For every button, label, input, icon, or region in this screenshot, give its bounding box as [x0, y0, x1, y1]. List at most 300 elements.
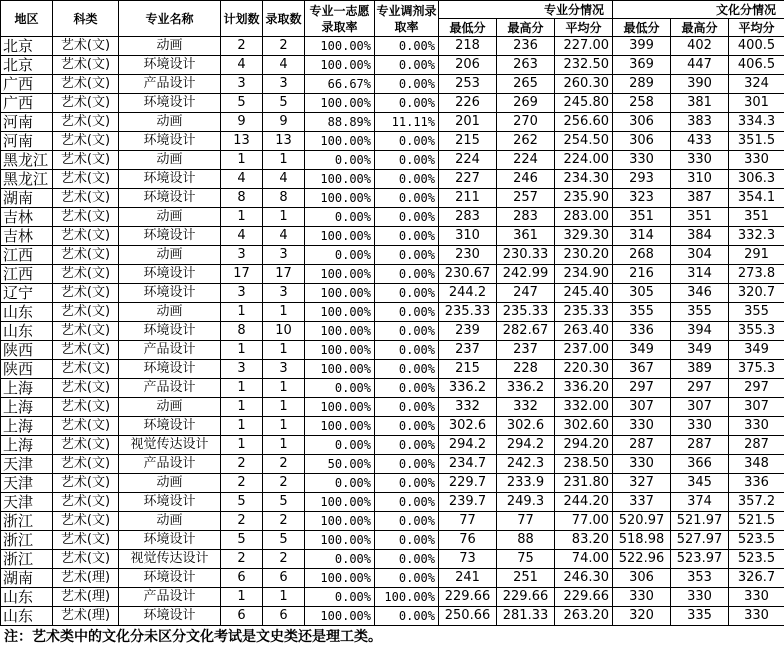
- cell-cult-max: 383: [671, 113, 729, 132]
- cell-region: 陕西: [1, 341, 53, 360]
- table-row: [1, 265, 784, 284]
- cell-admitted: 4: [263, 170, 305, 189]
- cell-prof-avg: 229.66: [555, 588, 613, 607]
- footnote: 注：艺术类中的文化分未区分文化考试是文史类还是理工类。: [4, 629, 382, 645]
- cell-prof-avg: 302.60: [555, 417, 613, 436]
- header-cultural-group: 文化分情况: [613, 1, 784, 19]
- cell-region: 天津: [1, 474, 53, 493]
- cell-category: 艺术(文): [53, 246, 119, 265]
- header-prof-min: 最低分: [439, 19, 497, 37]
- cell-cult-avg: 355: [729, 303, 784, 322]
- cell-admitted: 4: [263, 56, 305, 75]
- cell-category: 艺术(文): [53, 493, 119, 512]
- cell-prof-min: 230: [439, 246, 497, 265]
- cell-cult-min: 330: [613, 417, 671, 436]
- cell-region: 河南: [1, 132, 53, 151]
- cell-admitted: 2: [263, 474, 305, 493]
- cell-cult-avg: 287: [729, 436, 784, 455]
- cell-prof-avg: 77.00: [555, 512, 613, 531]
- cell-prof-max: 235.33: [497, 303, 555, 322]
- cell-major: 环境设计: [119, 284, 221, 303]
- cell-cult-max: 335: [671, 607, 729, 626]
- cell-major: 产品设计: [119, 379, 221, 398]
- header-first-choice-rate: 专业一志愿录取率: [305, 1, 375, 37]
- cell-adjust-rate: 0.00%: [375, 75, 439, 94]
- cell-region: 吉林: [1, 227, 53, 246]
- cell-prof-max: 236: [497, 37, 555, 56]
- table-row: [1, 189, 784, 208]
- cell-prof-max: 249.3: [497, 493, 555, 512]
- cell-cult-avg: 273.8: [729, 265, 784, 284]
- cell-prof-max: 257: [497, 189, 555, 208]
- cell-first-choice-rate: 100.00%: [305, 322, 375, 341]
- cell-cult-avg: 355.3: [729, 322, 784, 341]
- cell-region: 江西: [1, 265, 53, 284]
- cell-prof-min: 229.66: [439, 588, 497, 607]
- cell-prof-min: 226: [439, 94, 497, 113]
- cell-prof-max: 246: [497, 170, 555, 189]
- cell-prof-min: 336.2: [439, 379, 497, 398]
- cell-category: 艺术(文): [53, 113, 119, 132]
- cell-adjust-rate: 0.00%: [375, 265, 439, 284]
- cell-adjust-rate: 0.00%: [375, 455, 439, 474]
- cell-cult-max: 433: [671, 132, 729, 151]
- cell-admitted: 1: [263, 398, 305, 417]
- cell-first-choice-rate: 100.00%: [305, 265, 375, 284]
- cell-prof-min: 215: [439, 360, 497, 379]
- cell-cult-avg: 330: [729, 417, 784, 436]
- cell-category: 艺术(文): [53, 265, 119, 284]
- cell-prof-avg: 235.33: [555, 303, 613, 322]
- cell-admitted: 9: [263, 113, 305, 132]
- cell-prof-max: 229.66: [497, 588, 555, 607]
- cell-cult-avg: 400.5: [729, 37, 784, 56]
- cell-category: 艺术(文): [53, 436, 119, 455]
- cell-cult-min: 306: [613, 113, 671, 132]
- cell-adjust-rate: 0.00%: [375, 341, 439, 360]
- cell-plan: 6: [221, 569, 263, 588]
- cell-plan: 1: [221, 398, 263, 417]
- cell-category: 艺术(文): [53, 360, 119, 379]
- cell-major: 视觉传达设计: [119, 550, 221, 569]
- cell-cult-max: 353: [671, 569, 729, 588]
- cell-prof-max: 302.6: [497, 417, 555, 436]
- cell-cult-min: 293: [613, 170, 671, 189]
- cell-prof-avg: 230.20: [555, 246, 613, 265]
- cell-prof-max: 332: [497, 398, 555, 417]
- cell-admitted: 13: [263, 132, 305, 151]
- cell-cult-max: 349: [671, 341, 729, 360]
- cell-category: 艺术(文): [53, 303, 119, 322]
- cell-category: 艺术(文): [53, 322, 119, 341]
- cell-adjust-rate: 0.00%: [375, 474, 439, 493]
- cell-major: 环境设计: [119, 322, 221, 341]
- cell-first-choice-rate: 0.00%: [305, 550, 375, 569]
- cell-first-choice-rate: 100.00%: [305, 607, 375, 626]
- cell-cult-max: 447: [671, 56, 729, 75]
- cell-plan: 1: [221, 303, 263, 322]
- cell-cult-avg: 334.3: [729, 113, 784, 132]
- cell-prof-max: 262: [497, 132, 555, 151]
- cell-admitted: 17: [263, 265, 305, 284]
- cell-cult-avg: 521.5: [729, 512, 784, 531]
- cell-cult-avg: 523.5: [729, 531, 784, 550]
- cell-prof-max: 263: [497, 56, 555, 75]
- cell-first-choice-rate: 0.00%: [305, 151, 375, 170]
- cell-cult-avg: 349: [729, 341, 784, 360]
- header-prof-avg: 平均分: [555, 19, 613, 37]
- cell-category: 艺术(文): [53, 75, 119, 94]
- cell-cult-max: 374: [671, 493, 729, 512]
- cell-cult-avg: 332.3: [729, 227, 784, 246]
- cell-prof-avg: 336.20: [555, 379, 613, 398]
- cell-region: 北京: [1, 37, 53, 56]
- cell-prof-avg: 227.00: [555, 37, 613, 56]
- cell-first-choice-rate: 0.00%: [305, 208, 375, 227]
- cell-prof-max: 270: [497, 113, 555, 132]
- cell-major: 环境设计: [119, 94, 221, 113]
- cell-adjust-rate: 0.00%: [375, 493, 439, 512]
- table-row: [1, 474, 784, 493]
- table-row: [1, 493, 784, 512]
- cell-first-choice-rate: 100.00%: [305, 417, 375, 436]
- table-row: [1, 303, 784, 322]
- cell-cult-avg: 306.3: [729, 170, 784, 189]
- cell-major: 产品设计: [119, 455, 221, 474]
- cell-admitted: 3: [263, 360, 305, 379]
- cell-cult-max: 297: [671, 379, 729, 398]
- cell-cult-min: 258: [613, 94, 671, 113]
- cell-prof-min: 211: [439, 189, 497, 208]
- cell-admitted: 10: [263, 322, 305, 341]
- cell-adjust-rate: 0.00%: [375, 37, 439, 56]
- cell-region: 黑龙江: [1, 170, 53, 189]
- cell-major: 环境设计: [119, 607, 221, 626]
- cell-prof-max: 294.2: [497, 436, 555, 455]
- table-row: [1, 569, 784, 588]
- cell-first-choice-rate: 88.89%: [305, 113, 375, 132]
- cell-cult-max: 389: [671, 360, 729, 379]
- cell-first-choice-rate: 100.00%: [305, 284, 375, 303]
- table-row: [1, 341, 784, 360]
- cell-admitted: 1: [263, 208, 305, 227]
- cell-prof-avg: 238.50: [555, 455, 613, 474]
- cell-prof-avg: 294.20: [555, 436, 613, 455]
- cell-admitted: 5: [263, 493, 305, 512]
- cell-admitted: 3: [263, 284, 305, 303]
- cell-cult-min: 307: [613, 398, 671, 417]
- cell-prof-max: 247: [497, 284, 555, 303]
- cell-cult-min: 305: [613, 284, 671, 303]
- cell-prof-avg: 263.20: [555, 607, 613, 626]
- cell-cult-min: 289: [613, 75, 671, 94]
- cell-plan: 3: [221, 360, 263, 379]
- table-row: [1, 75, 784, 94]
- cell-first-choice-rate: 100.00%: [305, 398, 375, 417]
- cell-region: 辽宁: [1, 284, 53, 303]
- cell-plan: 5: [221, 531, 263, 550]
- cell-category: 艺术(文): [53, 56, 119, 75]
- cell-cult-max: 355: [671, 303, 729, 322]
- cell-cult-avg: 291: [729, 246, 784, 265]
- cell-cult-max: 330: [671, 417, 729, 436]
- cell-major: 动画: [119, 37, 221, 56]
- cell-region: 广西: [1, 75, 53, 94]
- header-cult-min: 最低分: [613, 19, 671, 37]
- cell-first-choice-rate: 100.00%: [305, 94, 375, 113]
- cell-first-choice-rate: 0.00%: [305, 588, 375, 607]
- cell-cult-min: 330: [613, 455, 671, 474]
- cell-region: 山东: [1, 607, 53, 626]
- cell-prof-max: 75: [497, 550, 555, 569]
- cell-prof-min: 235.33: [439, 303, 497, 322]
- cell-admitted: 4: [263, 227, 305, 246]
- cell-major: 动画: [119, 113, 221, 132]
- header-cult-avg: 平均分: [729, 19, 784, 37]
- cell-admitted: 6: [263, 607, 305, 626]
- cell-cult-avg: 351.5: [729, 132, 784, 151]
- cell-prof-avg: 234.90: [555, 265, 613, 284]
- cell-adjust-rate: 0.00%: [375, 569, 439, 588]
- header-cult-max: 最高分: [671, 19, 729, 37]
- cell-major: 动画: [119, 246, 221, 265]
- cell-prof-avg: 245.40: [555, 284, 613, 303]
- cell-first-choice-rate: 100.00%: [305, 189, 375, 208]
- cell-category: 艺术(文): [53, 151, 119, 170]
- table-row: [1, 588, 784, 607]
- cell-region: 陕西: [1, 360, 53, 379]
- cell-major: 动画: [119, 208, 221, 227]
- cell-major: 动画: [119, 398, 221, 417]
- cell-prof-min: 234.7: [439, 455, 497, 474]
- cell-region: 上海: [1, 436, 53, 455]
- cell-cult-max: 523.97: [671, 550, 729, 569]
- cell-plan: 4: [221, 227, 263, 246]
- cell-cult-min: 287: [613, 436, 671, 455]
- table-row: [1, 379, 784, 398]
- cell-major: 环境设计: [119, 56, 221, 75]
- cell-plan: 8: [221, 322, 263, 341]
- cell-prof-max: 361: [497, 227, 555, 246]
- cell-prof-avg: 224.00: [555, 151, 613, 170]
- cell-cult-avg: 324: [729, 75, 784, 94]
- table-row: [1, 398, 784, 417]
- cell-plan: 5: [221, 493, 263, 512]
- cell-cult-max: 402: [671, 37, 729, 56]
- cell-region: 山东: [1, 322, 53, 341]
- cell-category: 艺术(文): [53, 341, 119, 360]
- cell-adjust-rate: 0.00%: [375, 417, 439, 436]
- cell-cult-max: 346: [671, 284, 729, 303]
- cell-prof-min: 76: [439, 531, 497, 550]
- cell-prof-min: 332: [439, 398, 497, 417]
- cell-cult-min: 520.97: [613, 512, 671, 531]
- cell-cult-avg: 354.1: [729, 189, 784, 208]
- cell-prof-avg: 231.80: [555, 474, 613, 493]
- cell-cult-max: 387: [671, 189, 729, 208]
- cell-cult-min: 330: [613, 588, 671, 607]
- cell-adjust-rate: 0.00%: [375, 56, 439, 75]
- cell-cult-min: 351: [613, 208, 671, 227]
- cell-major: 环境设计: [119, 360, 221, 379]
- cell-category: 艺术(文): [53, 379, 119, 398]
- cell-prof-max: 77: [497, 512, 555, 531]
- cell-adjust-rate: 0.00%: [375, 208, 439, 227]
- cell-prof-max: 265: [497, 75, 555, 94]
- cell-prof-avg: 220.30: [555, 360, 613, 379]
- table-body: [1, 37, 784, 626]
- table-row: [1, 417, 784, 436]
- cell-plan: 6: [221, 607, 263, 626]
- cell-adjust-rate: 0.00%: [375, 512, 439, 531]
- cell-prof-avg: 254.50: [555, 132, 613, 151]
- cell-plan: 2: [221, 474, 263, 493]
- cell-adjust-rate: 0.00%: [375, 360, 439, 379]
- cell-cult-min: 323: [613, 189, 671, 208]
- cell-prof-min: 310: [439, 227, 497, 246]
- cell-prof-max: 251: [497, 569, 555, 588]
- cell-cult-avg: 351: [729, 208, 784, 227]
- cell-plan: 9: [221, 113, 263, 132]
- cell-region: 上海: [1, 398, 53, 417]
- cell-category: 艺术(文): [53, 398, 119, 417]
- cell-adjust-rate: 100.00%: [375, 588, 439, 607]
- table-row: [1, 550, 784, 569]
- cell-cult-max: 527.97: [671, 531, 729, 550]
- cell-region: 上海: [1, 417, 53, 436]
- cell-plan: 3: [221, 75, 263, 94]
- cell-major: 环境设计: [119, 569, 221, 588]
- cell-adjust-rate: 0.00%: [375, 170, 439, 189]
- cell-cult-max: 307: [671, 398, 729, 417]
- cell-cult-max: 381: [671, 94, 729, 113]
- cell-adjust-rate: 11.11%: [375, 113, 439, 132]
- cell-cult-avg: 301: [729, 94, 784, 113]
- cell-prof-min: 250.66: [439, 607, 497, 626]
- cell-plan: 17: [221, 265, 263, 284]
- cell-prof-avg: 83.20: [555, 531, 613, 550]
- cell-prof-max: 269: [497, 94, 555, 113]
- cell-plan: 1: [221, 208, 263, 227]
- cell-category: 艺术(理): [53, 569, 119, 588]
- cell-admitted: 2: [263, 550, 305, 569]
- cell-plan: 5: [221, 94, 263, 113]
- table-row: [1, 455, 784, 474]
- table-row: [1, 284, 784, 303]
- cell-category: 艺术(文): [53, 474, 119, 493]
- cell-major: 环境设计: [119, 493, 221, 512]
- cell-region: 天津: [1, 493, 53, 512]
- cell-plan: 4: [221, 56, 263, 75]
- table-row: [1, 94, 784, 113]
- cell-first-choice-rate: 50.00%: [305, 455, 375, 474]
- cell-cult-avg: 348: [729, 455, 784, 474]
- cell-cult-max: 521.97: [671, 512, 729, 531]
- cell-category: 艺术(文): [53, 94, 119, 113]
- cell-major: 视觉传达设计: [119, 436, 221, 455]
- cell-first-choice-rate: 0.00%: [305, 246, 375, 265]
- header-major: 专业名称: [119, 1, 221, 37]
- cell-major: 环境设计: [119, 189, 221, 208]
- cell-cult-avg: 336: [729, 474, 784, 493]
- cell-prof-max: 88: [497, 531, 555, 550]
- cell-cult-avg: 330: [729, 151, 784, 170]
- cell-prof-max: 242.99: [497, 265, 555, 284]
- cell-prof-min: 237: [439, 341, 497, 360]
- cell-admitted: 1: [263, 303, 305, 322]
- cell-prof-avg: 263.40: [555, 322, 613, 341]
- table-row: [1, 607, 784, 626]
- cell-cult-avg: 330: [729, 607, 784, 626]
- cell-major: 动画: [119, 151, 221, 170]
- cell-adjust-rate: 0.00%: [375, 398, 439, 417]
- cell-cult-max: 330: [671, 588, 729, 607]
- cell-region: 广西: [1, 94, 53, 113]
- cell-prof-avg: 74.00: [555, 550, 613, 569]
- header-adjust-rate: 专业调剂录取率: [375, 1, 439, 37]
- cell-first-choice-rate: 100.00%: [305, 512, 375, 531]
- header-admitted: 录取数: [263, 1, 305, 37]
- cell-admitted: 2: [263, 512, 305, 531]
- header-prof-max: 最高分: [497, 19, 555, 37]
- cell-category: 艺术(文): [53, 170, 119, 189]
- table-row: [1, 132, 784, 151]
- cell-plan: 1: [221, 341, 263, 360]
- cell-prof-min: 229.7: [439, 474, 497, 493]
- cell-major: 动画: [119, 303, 221, 322]
- cell-first-choice-rate: 100.00%: [305, 531, 375, 550]
- table-row: [1, 360, 784, 379]
- cell-prof-min: 239: [439, 322, 497, 341]
- cell-prof-min: 230.67: [439, 265, 497, 284]
- cell-plan: 2: [221, 550, 263, 569]
- cell-first-choice-rate: 100.00%: [305, 37, 375, 56]
- cell-plan: 8: [221, 189, 263, 208]
- cell-prof-avg: 245.80: [555, 94, 613, 113]
- cell-admitted: 6: [263, 569, 305, 588]
- cell-cult-max: 345: [671, 474, 729, 493]
- cell-plan: 3: [221, 246, 263, 265]
- cell-admitted: 5: [263, 531, 305, 550]
- table-row: [1, 170, 784, 189]
- cell-cult-min: 330: [613, 151, 671, 170]
- table-row: [1, 512, 784, 531]
- cell-category: 艺术(文): [53, 455, 119, 474]
- cell-first-choice-rate: 100.00%: [305, 56, 375, 75]
- cell-major: 产品设计: [119, 588, 221, 607]
- cell-first-choice-rate: 100.00%: [305, 493, 375, 512]
- cell-prof-avg: 244.20: [555, 493, 613, 512]
- cell-cult-min: 518.98: [613, 531, 671, 550]
- cell-prof-min: 206: [439, 56, 497, 75]
- cell-prof-max: 281.33: [497, 607, 555, 626]
- cell-first-choice-rate: 0.00%: [305, 379, 375, 398]
- cell-admitted: 2: [263, 455, 305, 474]
- cell-region: 湖南: [1, 569, 53, 588]
- cell-plan: 2: [221, 512, 263, 531]
- cell-region: 上海: [1, 379, 53, 398]
- cell-cult-min: 355: [613, 303, 671, 322]
- cell-admitted: 1: [263, 341, 305, 360]
- cell-prof-avg: 260.30: [555, 75, 613, 94]
- cell-major: 环境设计: [119, 265, 221, 284]
- cell-cult-min: 399: [613, 37, 671, 56]
- cell-prof-min: 224: [439, 151, 497, 170]
- cell-cult-avg: 297: [729, 379, 784, 398]
- cell-region: 天津: [1, 455, 53, 474]
- cell-major: 环境设计: [119, 170, 221, 189]
- cell-admitted: 5: [263, 94, 305, 113]
